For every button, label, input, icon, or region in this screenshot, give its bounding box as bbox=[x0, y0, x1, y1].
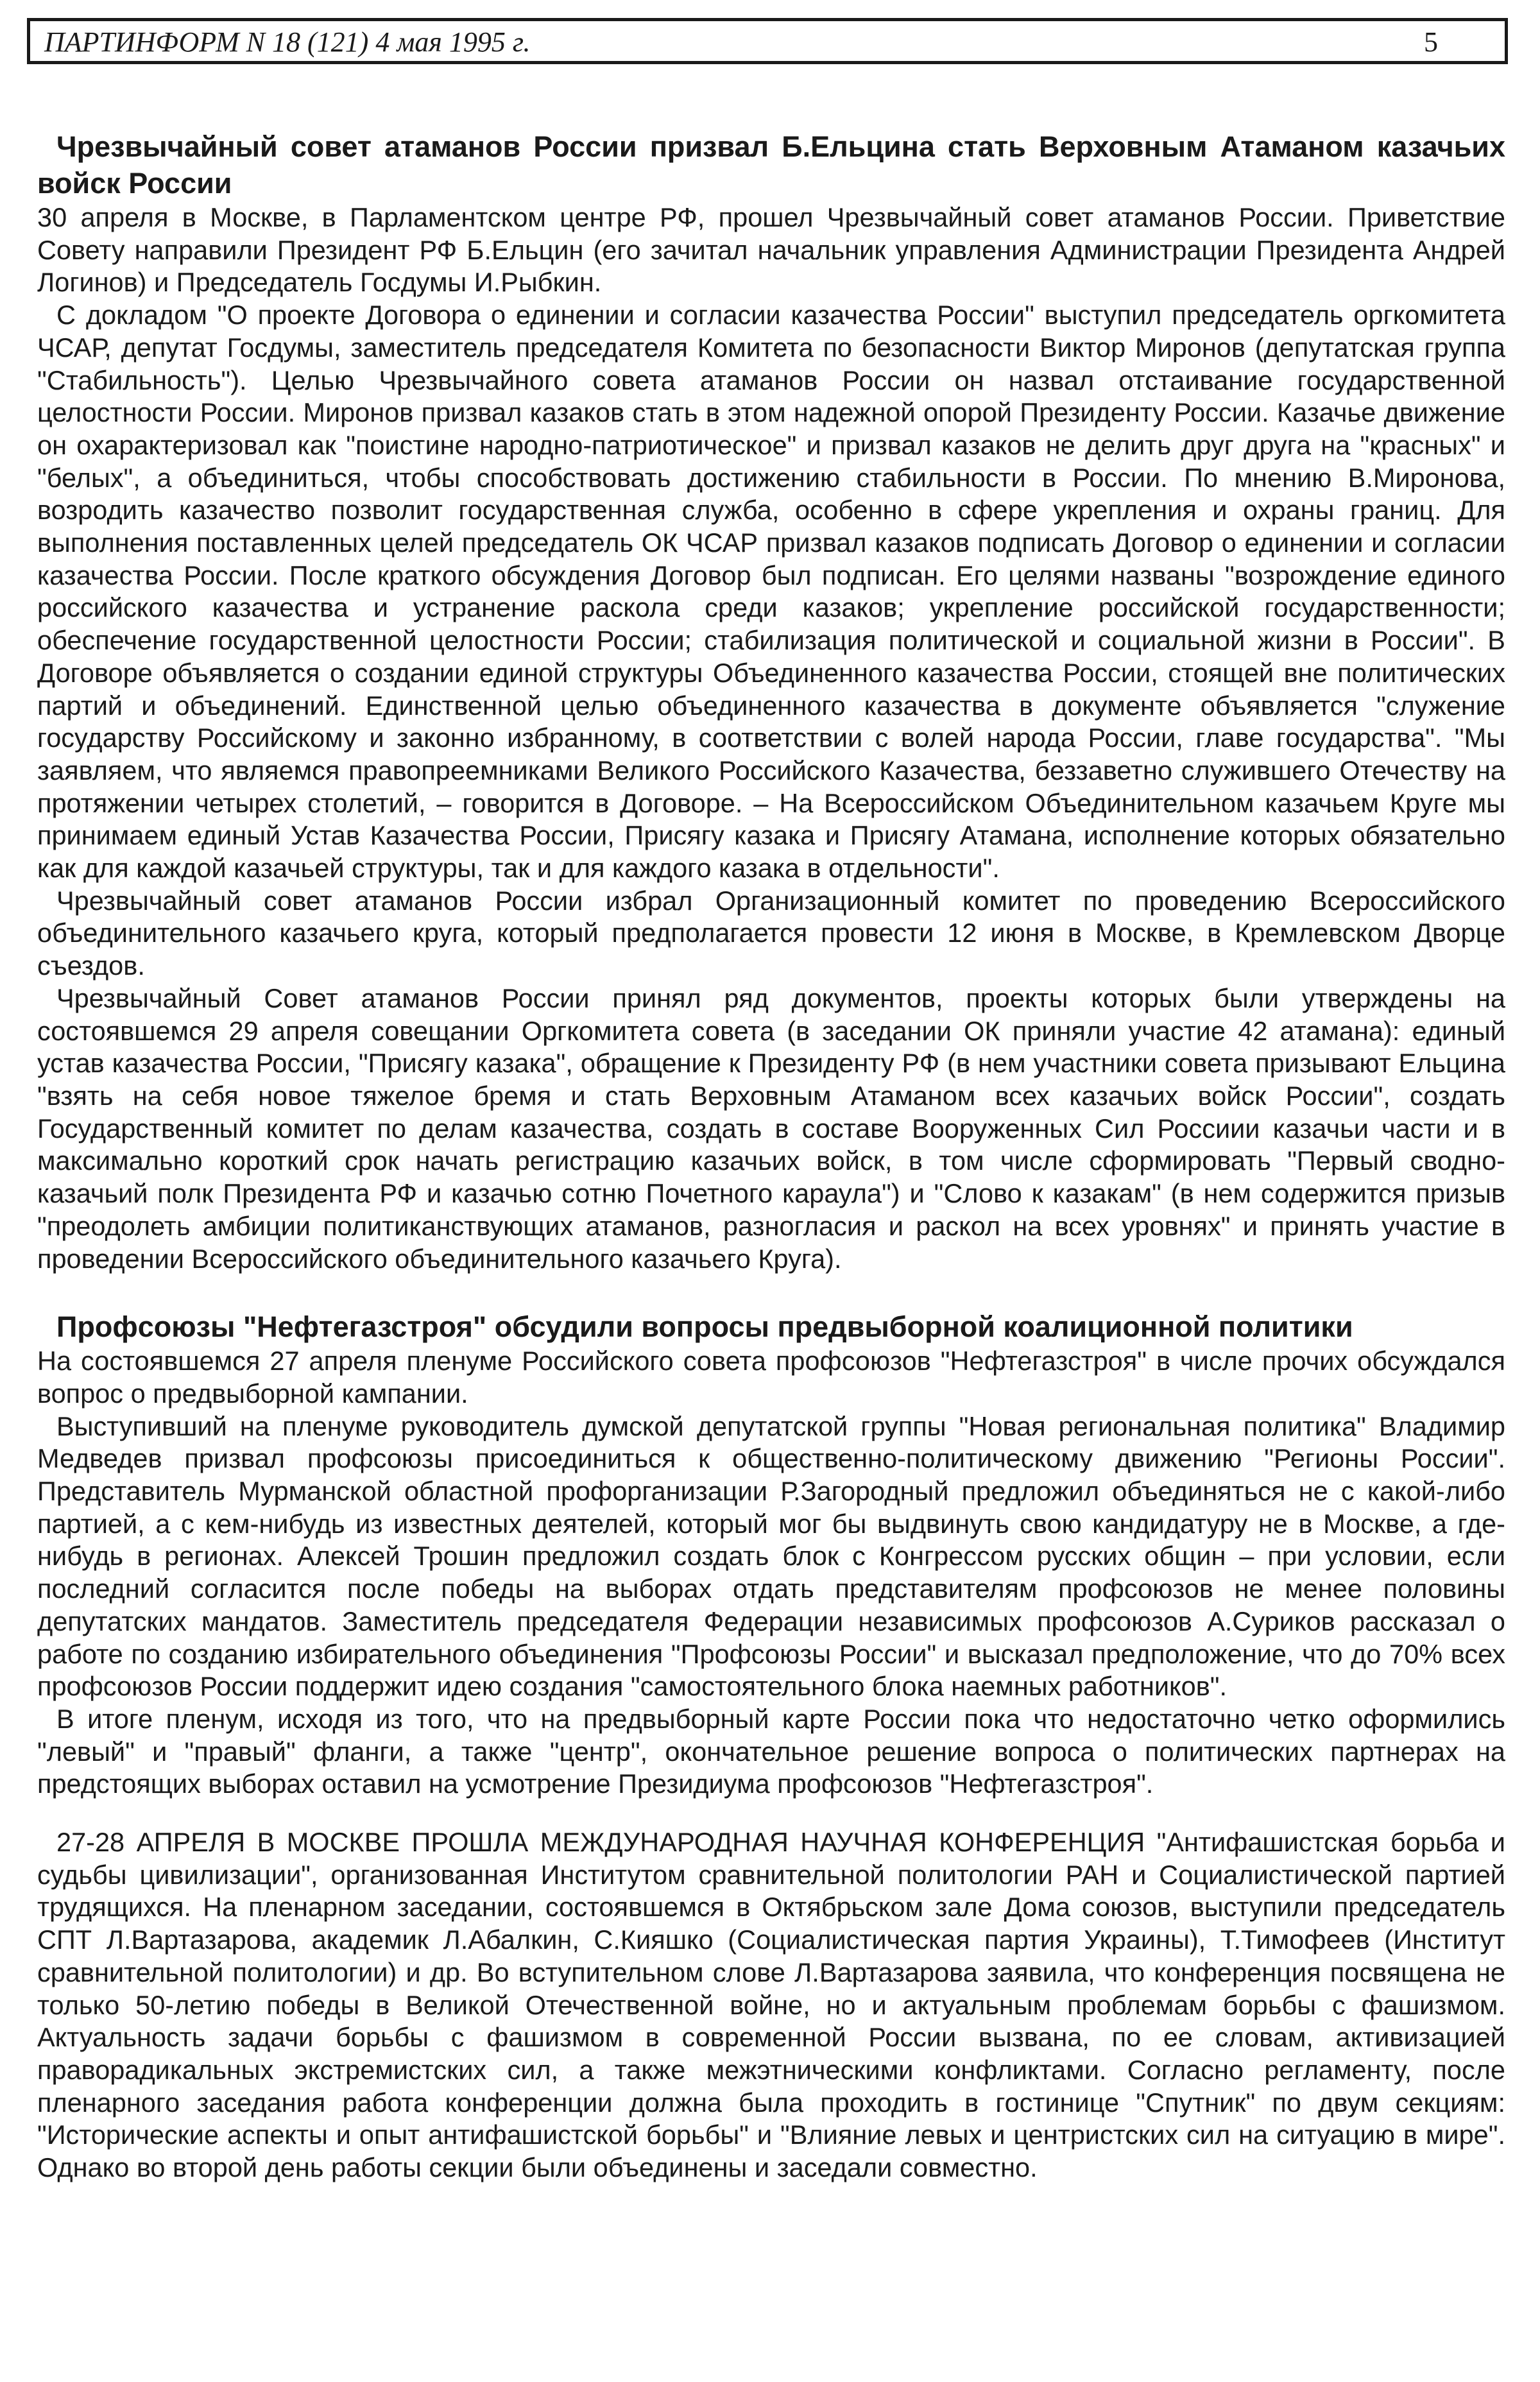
article-paragraph: Чрезвычайный совет атаманов России избрал Организационный комитет по проведению Всероссийского объединительного казачьего круга, который предполагается провести 12 июня в Москве, в Кремлевском Дворце съездов. bbox=[37, 885, 1505, 981]
article-title: Чрезвычайный совет атаманов России призвал Б.Ельцина стать Верховным Атаманом казачьих войск России bbox=[37, 130, 1505, 200]
article-paragraph: Выступивший на пленуме руководитель думской депутатской группы "Новая региональная политика" Владимир Медведев призвал профсоюзы присоединиться к общественно-политическому движению "Регионы России". Представитель Мурманской областной профорганизации Р.Загородный предложил объединяться не с какой-либо партией, а с кем-нибудь из известных деятелей, который мог бы выдвинуть свою кандидатуру не в Москве, а где-нибудь в регионах. Алексей Трошин предложил создать блок с Конгрессом русских общин – при условии, если последний согласится после победы на выборах отдать представителям профсоюзов не менее половины депутатских мандатов. Заместитель председателя Федерации независимых профсоюзов А.Суриков рассказал о работе по созданию избирательного объединения "Профсоюзы России" и высказал предположение, что до 70% всех профсоюзов России поддержит идею создания "самостоятельного блока наемных работников". bbox=[37, 1410, 1505, 1702]
article-antifascist-conference bbox=[37, 1826, 1505, 2184]
article-paragraph: 30 апреля в Москве, в Парламентском центре РФ, прошел Чрезвычайный совет атаманов России. Приветствие Совету направили Президент РФ Б.Ельцин (его зачитал начальник управления Администрации Президента Андрей Логинов) и Председатель Госдумы И.Рыбкин. bbox=[37, 202, 1505, 298]
article-paragraph: Чрезвычайный Совет атаманов России принял ряд документов, проекты которых были утверждены на состоявшемся 29 апреля совещании Оргкомитета совета (в заседании ОК приняли участие 42 атамана): единый устав казачества России, "Присягу казака", обращение к Президенту РФ (в нем участники совета призывают Ельцина "взять на себя новое тяжелое бремя и стать Верховным Атаманом всех казачьих войск России", создать Государственный комитет по делам казачества, создать в составе Вооруженных Сил Россиии казачьи части и в максимально короткий срок начать регистрацию казачьих войск, в том числе сформировать "Первый сводно-казачьий полк Президента РФ и казачью сотню Почетного караула") и "Слово к казакам" (в нем содержится призыв "преодолеть амбиции политиканствующих атаманов, разногласия и раскол на всех уровнях" и принять участие в проведении Всероссийского объединительного казачьего Круга). bbox=[37, 982, 1505, 1274]
article-paragraph: С докладом "О проекте Договора о единении и согласии казачества России" выступил председатель оргкомитета ЧСАР, депутат Госдумы, заместитель председателя Комитета по безопасности Виктор Миронов (депутатская группа "Стабильность"). Целью Чрезвычайного совета атаманов России он назвал отстаивание государственной целостности России. Миронов призвал казаков стать в этом надежной опорой Президенту России. Казачье движение он охарактеризовал как "поистине народно-патриотическое" и призвал казаков не делить друг друга на "красных" и "белых", а объединиться, чтобы способствовать достижению стабильности в России. По мнению В.Миронова, возродить казачество позволит государственная служба, особенно в сфере укрепления и охраны границ. Для выполнения поставленных целей председатель ОК ЧСАР призвал казаков подписать Договор о единении и согласии казачества России. После краткого обсуждения Договор был подписан. Его целями названы "возрождение единого российского казачества и устранение раскола среди казаков; укрепление российской государственности; обеспечение государственной целостности России; стабилизация политической и социальной жизни в России". В Договоре объявляется о создании единой структуры Объединенного казачества России, стоящей вне политических партий и объединений. Единственной целью объединенного казачества в документе объявляется "служение государству Российскому и законно избранному, в соответствии с волей народа России, главе государства". "Мы заявляем, что являемся правопреемниками Великого Российского Казачества, беззаветно служившего Отечеству на протяжении четырех столетий, – говорится в Договоре. – На Всероссийском Объединительном казачьем Круге мы принимаем единый Устав Казачества России, Присягу казака и Присягу Атамана, исполнение которых обязательно как для каждой казачьей структуры, так и для каждого казака в отдельности". bbox=[37, 300, 1505, 884]
article-trade-unions bbox=[37, 1308, 1505, 1801]
page-content bbox=[37, 128, 1505, 2184]
article-title: Профсоюзы "Нефтегазстроя" обсудили вопросы предвыборной коалиционной политики bbox=[56, 1310, 1353, 1344]
page-header bbox=[27, 18, 1508, 64]
article-cossack-council bbox=[37, 128, 1505, 1275]
page-number: 5 bbox=[1424, 26, 1438, 58]
article-paragraph: На состоявшемся 27 апреля пленуме Российского совета профсоюзов "Нефтегазстроя" в числе прочих обсуждался вопрос о предвыборной кампании. bbox=[37, 1346, 1505, 1409]
article-paragraph: 27-28 АПРЕЛЯ В МОСКВЕ ПРОШЛА МЕЖДУНАРОДНАЯ НАУЧНАЯ КОНФЕРЕНЦИЯ "Антифашистская борьба и судьбы цивилизации", организованная Институтом сравнительной политологии РАН и Социалистической партией трудящихся. На пленарном заседании, состоявшемся в Октябрьском зале Дома союзов, выступили председатель СПТ Л.Вартазарова, академик Л.Абалкин, С.Кияшко (Социалистическая партия Украины), Т.Тимофеев (Институт сравнительной политологии) и др. Во вступительном слове Л.Вартазарова заявила, что конференция посвящена не только 50-летию победы в Великой Отечественной войне, но и актуальным проблемам борьбы с фашизмом. Актуальность задачи борьбы с фашизмом в современной России вызвана, по ее словам, активизацией праворадикальных экстремистских сил, а также межэтническими конфликтами. Согласно регламенту, после пленарного заседания работа конференции должна была проходить в гостинице "Спутник" по двум секциям: "Исторические аспекты и опыт антифашистской борьбы" и "Влияние левых и центристских сил на ситуацию в мире". Однако во второй день работы секции были объединены и заседали совместно. bbox=[37, 1827, 1505, 2183]
publication-title: ПАРТИНФОРМ N 18 (121) 4 мая 1995 г. bbox=[44, 26, 531, 58]
article-paragraph: В итоге пленум, исходя из того, что на предвыборный карте России пока что недостаточно четко оформились "левый" и "правый" фланги, а также "центр", окончательное решение вопроса о политических партнерах на предстоящих выборах оставил на усмотрение Президиума профсоюзов "Нефтегазстроя". bbox=[37, 1703, 1505, 1799]
